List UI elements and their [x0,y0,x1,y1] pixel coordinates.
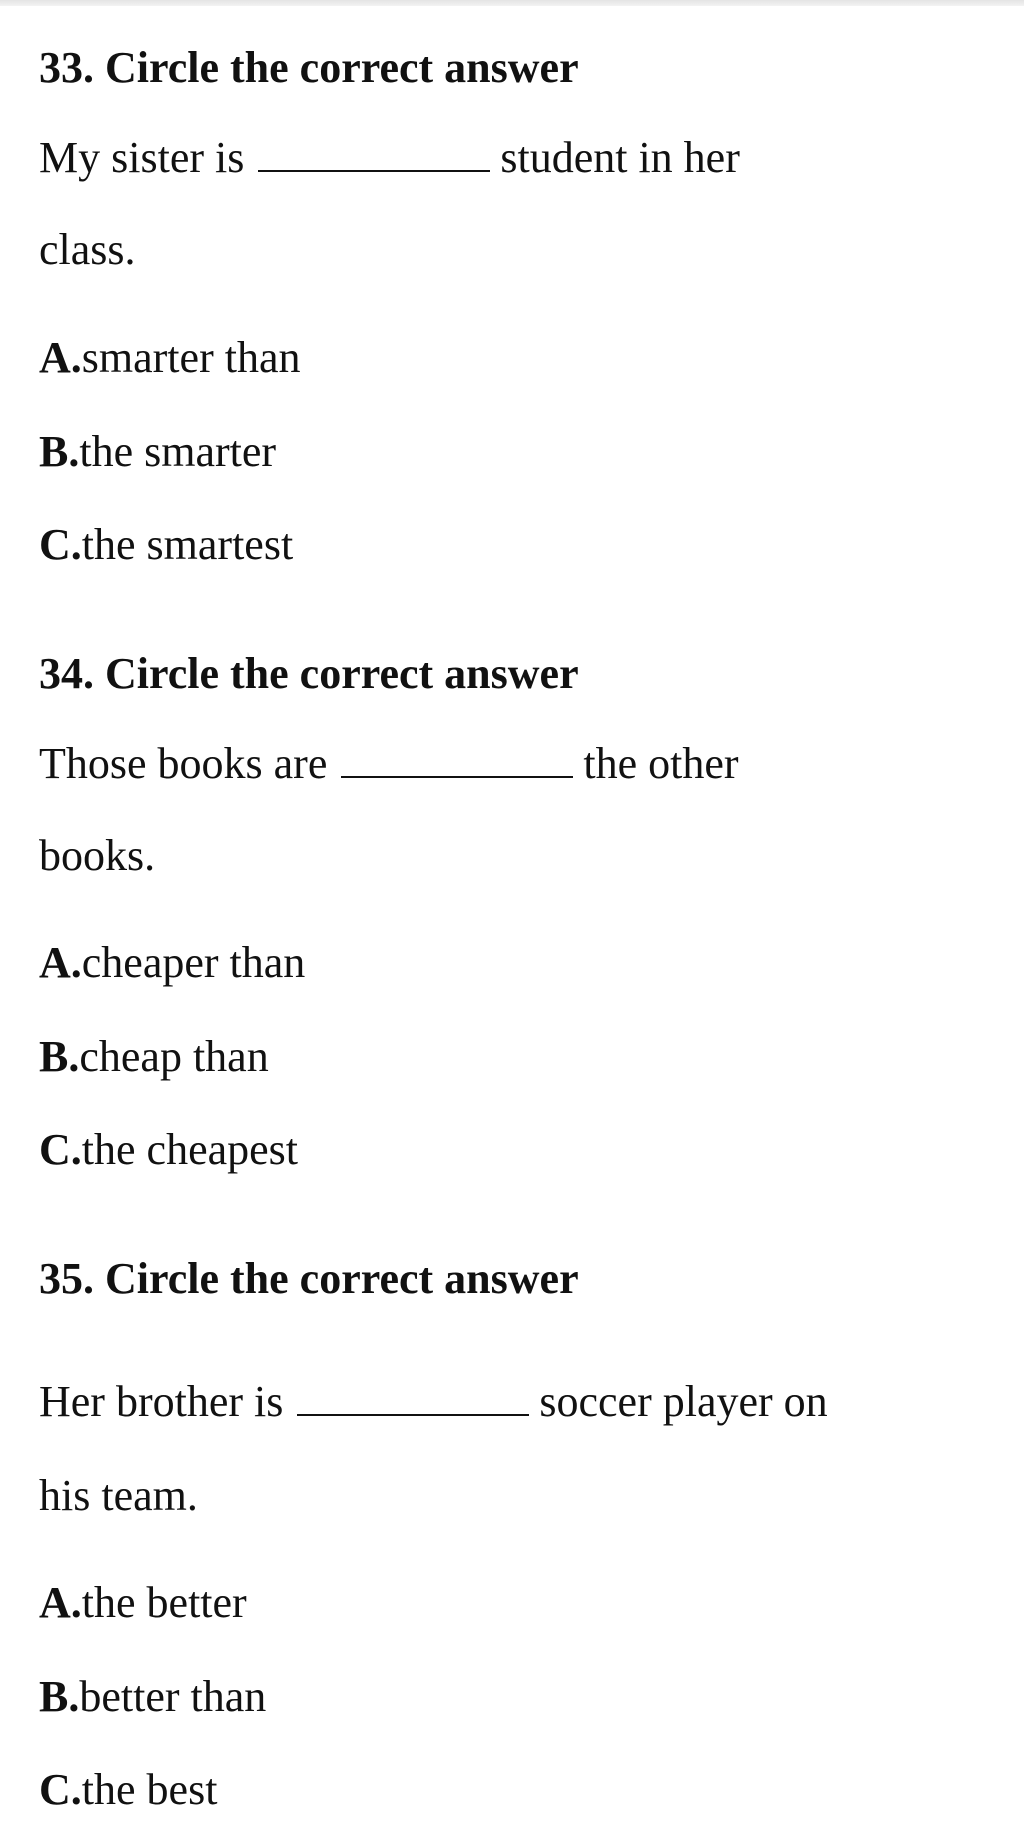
option-letter: A. [39,938,82,987]
sentence-end: student in her [500,133,740,182]
option-letter: A. [39,1578,82,1627]
option-text: smarter than [81,333,301,382]
question-title: 34. Circle the correct answer [39,649,579,698]
option-a[interactable] [39,938,306,987]
sentence-end: the other [583,739,739,788]
top-edge-bar [0,0,1024,6]
option-letter: C. [39,520,82,569]
question-title: 35. Circle the correct answer [39,1254,579,1303]
option-letter: B. [39,427,80,476]
answer-blank [258,140,490,172]
answer-blank [341,746,573,778]
option-a[interactable] [39,1578,247,1627]
option-text: cheaper than [81,938,306,987]
option-text: cheap than [79,1032,269,1081]
question-sentence [39,133,740,182]
sentence-end: soccer player on [539,1377,828,1426]
answer-blank [297,1384,529,1416]
option-text: better than [79,1672,267,1721]
option-c[interactable] [39,1765,218,1814]
option-text: the better [81,1578,247,1627]
option-letter: C. [39,1125,82,1174]
question-sentence-continued: books. [39,831,156,880]
option-letter: C. [39,1765,82,1814]
option-letter: A. [39,333,82,382]
sentence-start: My sister is [39,133,245,182]
option-c[interactable] [39,520,294,569]
question-sentence-continued: his team. [39,1471,198,1520]
option-text: the best [81,1765,218,1814]
option-text: the cheapest [81,1125,298,1174]
option-b[interactable] [39,1032,269,1081]
option-text: the smarter [79,427,277,476]
question-sentence [39,739,739,788]
question-sentence [39,1377,828,1426]
option-letter: B. [39,1032,80,1081]
question-title: 33. Circle the correct answer [39,43,579,92]
option-text: the smartest [81,520,294,569]
sentence-start: Her brother is [39,1377,284,1426]
option-letter: B. [39,1672,80,1721]
question-sentence-continued: class. [39,225,136,274]
sentence-start: Those books are [39,739,328,788]
option-c[interactable] [39,1125,298,1174]
option-a[interactable] [39,333,301,382]
option-b[interactable] [39,1672,267,1721]
option-b[interactable] [39,427,277,476]
